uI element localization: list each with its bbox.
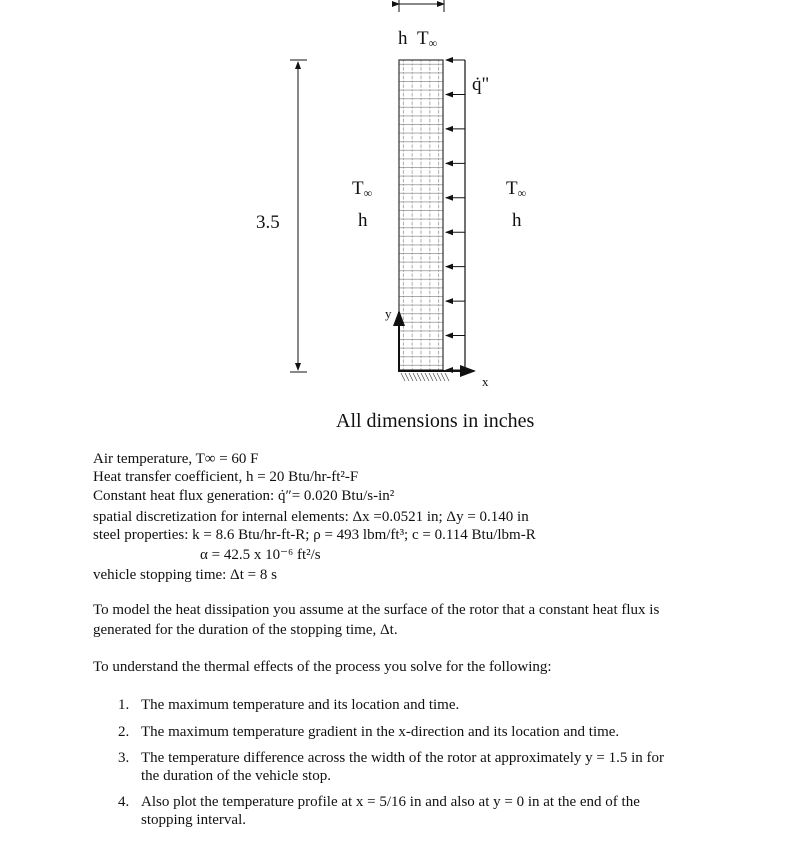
hatch-line — [405, 373, 409, 381]
height-dimension-label: 3.5 — [256, 212, 280, 233]
y-axis-label: y — [385, 306, 392, 321]
list-item-cont: stopping interval. — [141, 812, 246, 828]
list-item: The maximum temperature and its location and time. — [141, 697, 460, 713]
ground-hatch — [401, 373, 449, 381]
hatch-line — [445, 373, 449, 381]
list-number: 2. — [118, 724, 130, 740]
list-number: 4. — [118, 794, 130, 810]
list-item-cont: the duration of the vehicle stop. — [141, 768, 331, 784]
rotor-mesh — [399, 60, 443, 370]
hatch-line — [401, 373, 405, 381]
left-T-inf: $T_\infty$ — [352, 178, 373, 200]
list-item: Also plot the temperature profile at x = 5/16 in and also at y = 0 in at the end of the — [141, 794, 640, 810]
figure-caption: All dimensions in inches — [336, 410, 535, 432]
hatch-line — [437, 373, 441, 381]
list-item: The maximum temperature gradient in the x-direction and its location and time. — [141, 724, 620, 740]
hatch-line — [425, 373, 429, 381]
hatch-line — [417, 373, 421, 381]
hatch-line — [433, 373, 437, 381]
left-h: h — [358, 210, 368, 231]
hatch-line — [421, 373, 425, 381]
right-h: h — [512, 210, 522, 231]
width-dimension — [399, 0, 444, 12]
param-air-temp: Air temperature, T∞ = 60 F — [93, 451, 259, 467]
hatch-line — [409, 373, 413, 381]
hatch-line — [429, 373, 433, 381]
height-dimension — [290, 60, 307, 372]
heat-flux-arrows — [446, 60, 465, 370]
hatch-line — [413, 373, 417, 381]
param-stop-time: vehicle stopping time: Δt = 8 s — [93, 567, 277, 583]
heat-flux-label: q̇" — [472, 74, 490, 95]
param-qdot: Constant heat flux generation: q̇″= 0.020 Btu/s-in² — [93, 488, 395, 504]
param-alpha: α = 42.5 x 10⁻⁶ ft²/s — [200, 547, 321, 563]
list-item: The temperature difference across the width of the rotor at approximately y = 1.5 in for — [141, 750, 664, 766]
param-discretization: spatial discretization for internal elements: Δx =0.0521 in; Δy = 0.140 in — [93, 509, 529, 525]
paragraph-2: To understand the thermal effects of the process you solve for the following: — [93, 659, 552, 675]
param-steel: steel properties: k = 8.6 Btu/hr-ft-R; ρ = 493 lbm/ft³; c = 0.114 Btu/lbm-R — [93, 527, 536, 543]
paragraph-1-line-2: generated for the duration of the stopping time, Δt. — [93, 622, 398, 638]
right-T-inf: $T_\infty$ — [506, 178, 527, 200]
list-number: 3. — [118, 750, 130, 766]
top-boundary-label: h $T_\infty$ — [398, 28, 438, 50]
list-number: 1. — [118, 697, 130, 713]
hatch-line — [441, 373, 445, 381]
rotor-diagram — [0, 0, 804, 400]
x-axis-label: x — [482, 374, 489, 389]
param-h: Heat transfer coefficient, h = 20 Btu/hr-ft²-F — [93, 469, 359, 485]
paragraph-1-line-1: To model the heat dissipation you assume at the surface of the rotor that a constant heat flux is — [93, 602, 660, 618]
